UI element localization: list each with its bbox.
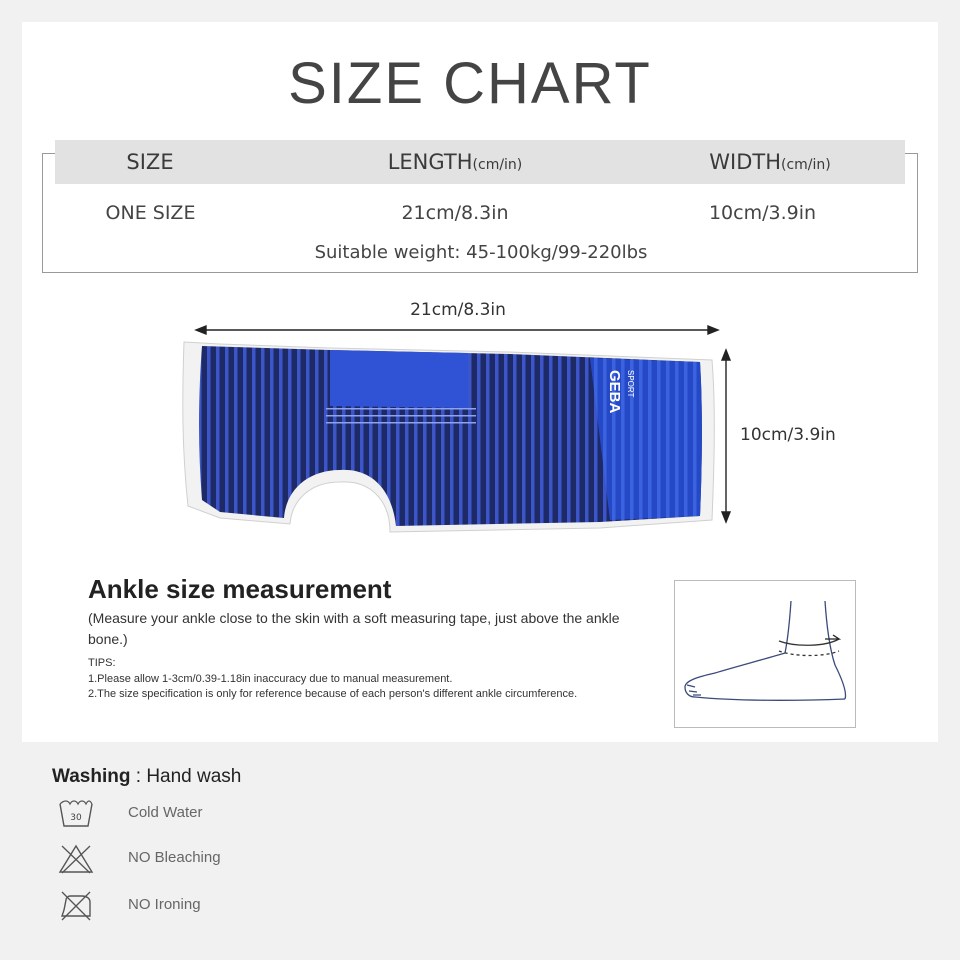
brand-logo: GEBA <box>606 370 623 414</box>
no-iron-label: NO Ironing <box>128 896 201 913</box>
suitable-weight: Suitable weight: 45-100kg/99-220lbs <box>314 242 648 263</box>
no-bleach-label: NO Bleaching <box>128 849 221 866</box>
measurement-description: (Measure your ankle close to the skin with a soft measuring tape, just above the ankle bone.) <box>88 610 620 647</box>
washing-heading: Washing : Hand wash <box>52 766 242 787</box>
measurement-tips <box>88 656 608 703</box>
width-dimension-label: 10cm/3.9in <box>740 425 836 445</box>
brand-subtext: SPORT <box>626 370 635 398</box>
tip-1: 1.Please allow 1-3cm/0.39-1.18in inaccuracy due to manual measurement. <box>88 672 453 685</box>
foot-outline-icon <box>675 581 857 729</box>
width-arrow-bottom <box>722 512 730 522</box>
no-iron-icon <box>58 890 94 922</box>
size-value: ONE SIZE <box>105 202 196 224</box>
length-arrow-left <box>196 326 206 334</box>
foot-diagram <box>674 580 856 728</box>
header-length: LENGTH(cm/in) <box>387 150 523 174</box>
header-size: SIZE <box>126 150 174 174</box>
width-arrow-top <box>722 350 730 360</box>
cold-water-label: Cold Water <box>128 804 203 821</box>
ankle-support-image <box>180 340 720 550</box>
tip-2: 2.The size specification is only for reference because of each person's different ankle circumference. <box>88 688 578 700</box>
length-dimension-label: 21cm/8.3in <box>410 300 506 320</box>
measurement-title: Ankle size measurement <box>88 574 392 604</box>
svg-text:30: 30 <box>70 813 82 823</box>
header-width: WIDTH(cm/in) <box>709 150 831 174</box>
length-value: 21cm/8.3in <box>401 202 509 224</box>
no-bleach-icon <box>58 843 94 875</box>
length-arrow-right <box>708 326 718 334</box>
width-value: 10cm/3.9in <box>708 202 817 224</box>
page-title: SIZE CHART <box>288 51 652 116</box>
tips-label: TIPS: <box>88 657 116 669</box>
cold-water-icon <box>58 798 94 830</box>
